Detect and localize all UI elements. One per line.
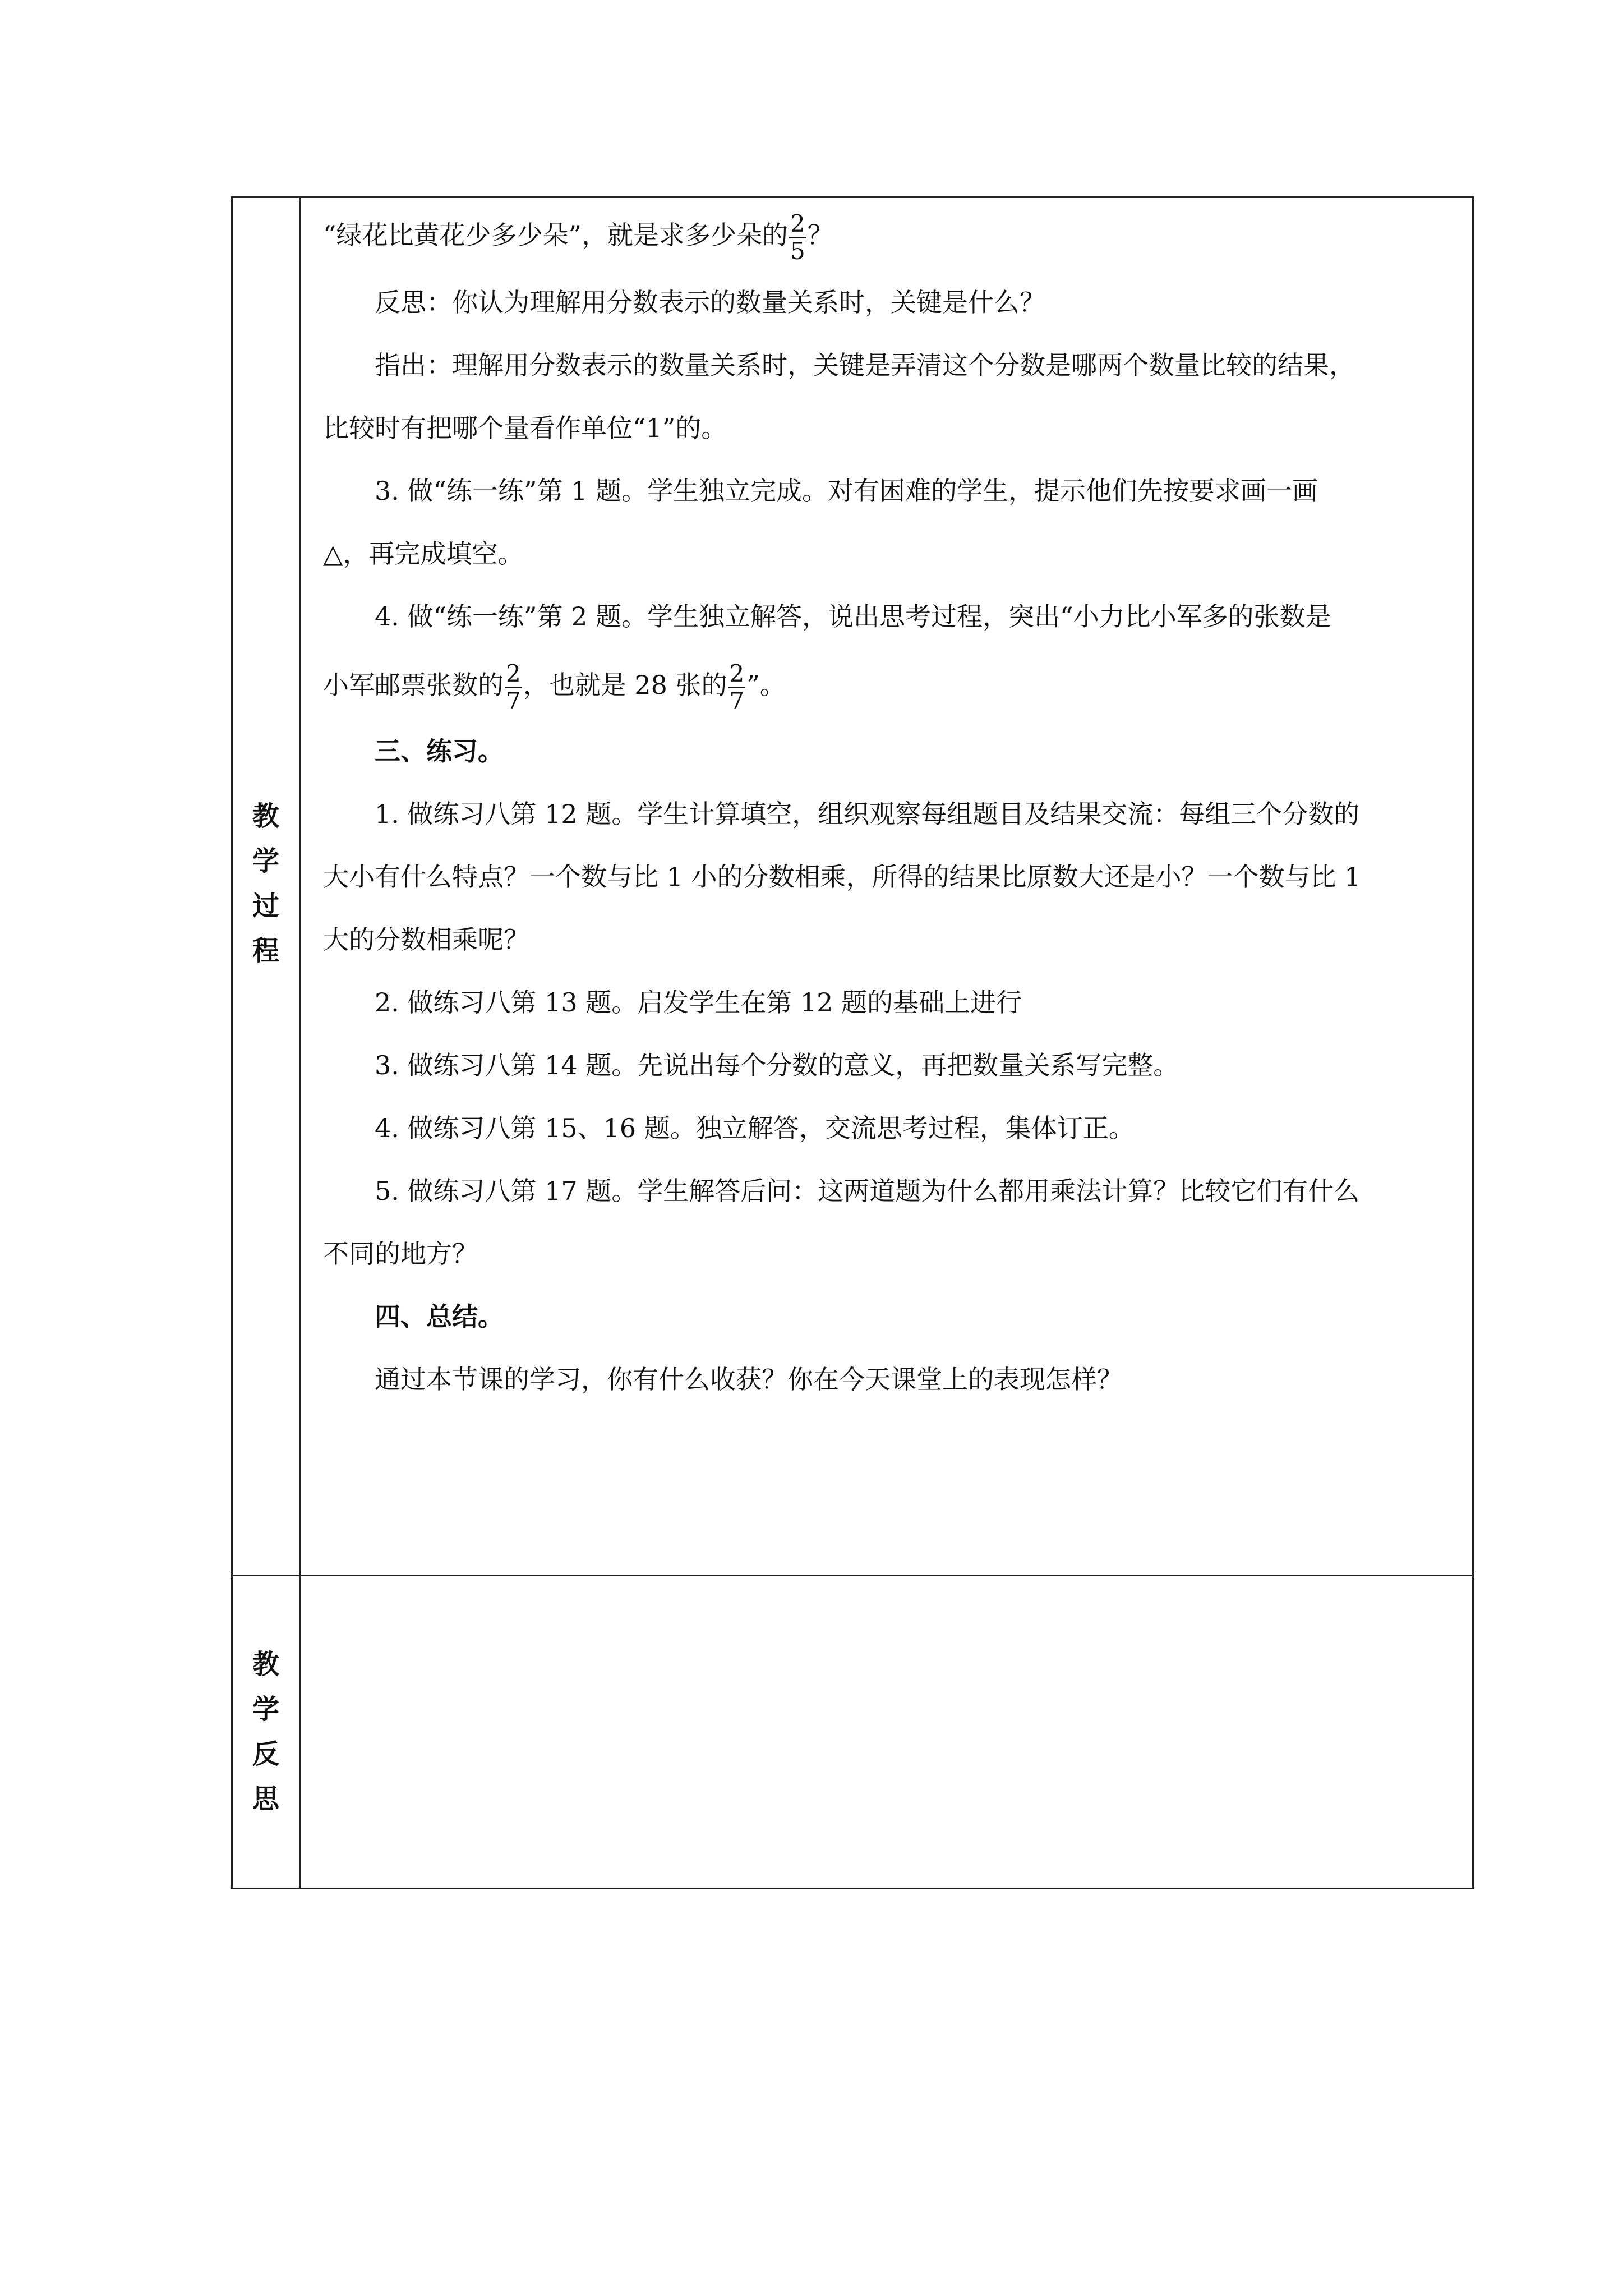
fraction-denominator: 5 bbox=[790, 237, 805, 265]
label-char: 反 bbox=[252, 1738, 279, 1770]
text-segment: ”。 bbox=[746, 670, 786, 700]
text-segment: “绿花比黄花少多少朵”，就是求多少朵的 bbox=[323, 220, 789, 250]
text-line: 2. 做练习八第 13 题。启发学生在第 12 题的基础上进行 bbox=[375, 987, 1022, 1018]
text-line: 4. 做“练一练”第 2 题。学生独立解答，说出思考过程，突出“小力比小军多的张数是 bbox=[375, 601, 1331, 632]
text-line: 3. 做练习八第 14 题。先说出每个分数的意义，再把数量关系写完整。 bbox=[375, 1050, 1179, 1080]
teaching-reflection-label bbox=[233, 1642, 299, 1821]
text-line: 大的分数相乘呢？ bbox=[323, 924, 529, 955]
row-divider bbox=[233, 1575, 1472, 1576]
text-line: 反思：你认为理解用分数表示的数量关系时，关键是什么？ bbox=[375, 287, 1045, 318]
fraction-numerator: 2 bbox=[729, 659, 745, 687]
text-line: 比较时有把哪个量看作单位“1”的。 bbox=[323, 413, 727, 443]
text-segment: ？ bbox=[807, 220, 833, 250]
label-char: 过 bbox=[252, 890, 279, 922]
text-segment: 小军邮票张数的 bbox=[323, 670, 504, 700]
fraction bbox=[789, 211, 806, 264]
section-heading-summary: 四、总结。 bbox=[375, 1301, 504, 1332]
text-line: 大小有什么特点？一个数与比 1 小的分数相乘，所得的结果比原数大还是小？一个数与比 1 bbox=[323, 862, 1361, 892]
lesson-table bbox=[231, 196, 1474, 1889]
fraction-numerator: 2 bbox=[506, 659, 521, 687]
teaching-process-content bbox=[301, 198, 1474, 1575]
label-char: 思 bbox=[252, 1783, 279, 1815]
teaching-process-label bbox=[233, 794, 299, 973]
fraction bbox=[728, 661, 746, 714]
fraction-numerator: 2 bbox=[790, 209, 805, 237]
section-heading-practice: 三、练习。 bbox=[375, 736, 504, 766]
label-char: 教 bbox=[252, 1649, 279, 1680]
label-char: 学 bbox=[252, 845, 279, 877]
fraction bbox=[505, 661, 522, 714]
fraction-denominator: 7 bbox=[729, 687, 745, 715]
text-line: △，再完成填空。 bbox=[323, 539, 524, 569]
label-char: 教 bbox=[252, 800, 279, 832]
text-line: 通过本节课的学习，你有什么收获？你在今天课堂上的表现怎样？ bbox=[375, 1364, 1123, 1395]
fraction-denominator: 7 bbox=[506, 687, 521, 715]
text-line bbox=[323, 204, 1496, 266]
label-char: 程 bbox=[252, 935, 279, 967]
text-line: 5. 做练习八第 17 题。学生解答后问：这两道题为什么都用乘法计算？比较它们有什么 bbox=[375, 1176, 1360, 1206]
text-line: 不同的地方？ bbox=[323, 1239, 478, 1269]
text-line: 1. 做练习八第 12 题。学生计算填空，组织观察每组题目及结果交流：每组三个分数的 bbox=[375, 799, 1360, 829]
text-segment: ，也就是 28 张的 bbox=[523, 670, 727, 700]
label-char: 学 bbox=[252, 1694, 279, 1725]
text-line bbox=[323, 654, 1496, 716]
text-line: 指出：理解用分数表示的数量关系时，关键是弄清这个分数是哪两个数量比较的结果， bbox=[375, 350, 1355, 380]
text-line: 3. 做“练一练”第 1 题。学生独立完成。对有困难的学生，提示他们先按要求画一画 bbox=[375, 476, 1318, 506]
text-line: 4. 做练习八第 15、16 题。独立解答，交流思考过程，集体订正。 bbox=[375, 1113, 1135, 1143]
